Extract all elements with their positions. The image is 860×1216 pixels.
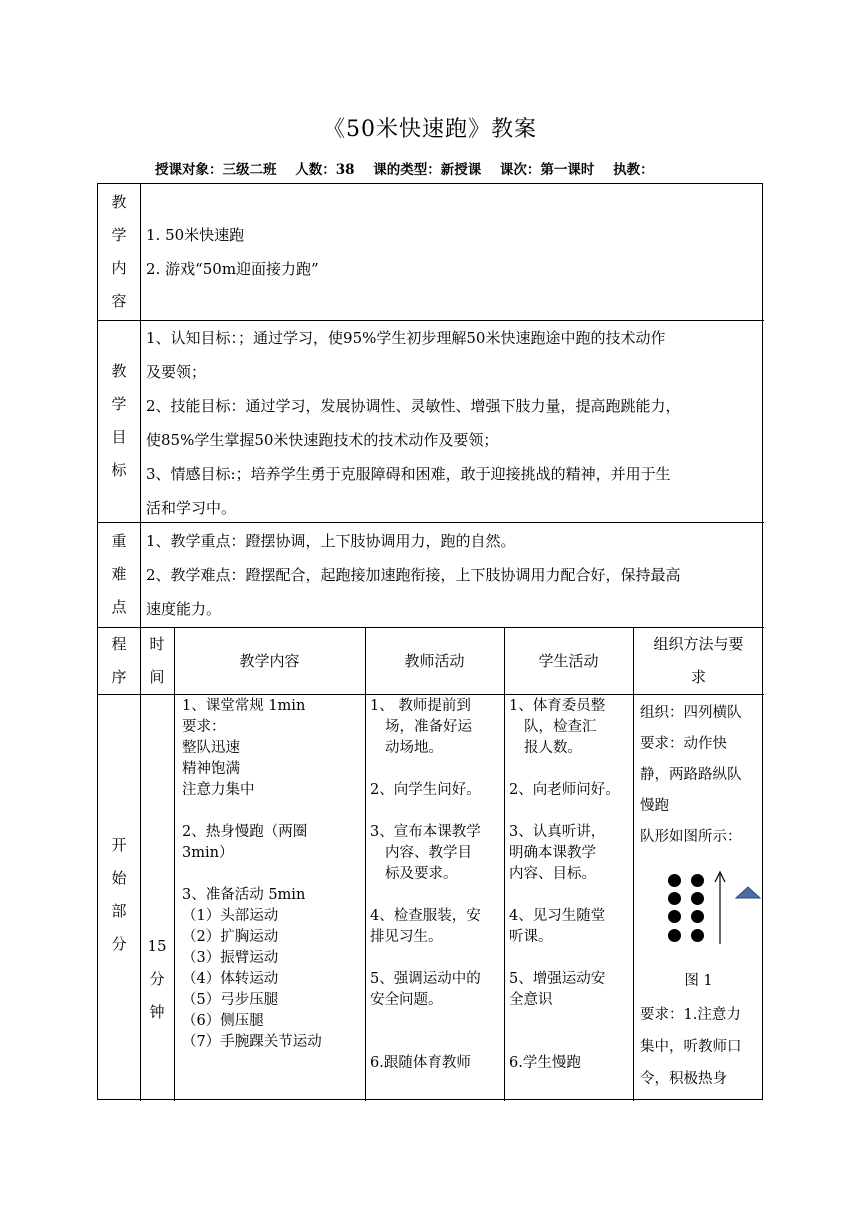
lesson-number: 课次：第一课时	[499, 162, 595, 178]
organization-requirements: 要求：1.注意力 集中，听教师口 令，积极热身	[640, 1007, 742, 1087]
content-items	[146, 218, 319, 286]
start-part-label: 开 始 部 分	[111, 836, 127, 953]
start-teacher-activities: 1、 教师提前到 场，准备好运 动场地。 2、向学生问好。 3、宣布本课教学 内容、教学目 标及要求。 4、检查服装，安 排见习生。 5、强调运动中的 安全问题。 6.跟随体育教师	[370, 698, 481, 1071]
content-section-label: 教 学 内 容	[111, 193, 127, 310]
lesson-info-line	[155, 158, 668, 178]
lesson-type: 课的类型：新授课	[373, 162, 482, 178]
page-title: 《50米快速跑》教案	[323, 117, 537, 142]
formation-dot	[691, 892, 704, 905]
header-content: 教学内容	[239, 652, 300, 670]
formation-dot	[691, 910, 704, 923]
lesson-plan-table	[97, 183, 763, 1100]
arrow-up-icon	[712, 868, 762, 948]
header-sequence: 程 序	[111, 635, 127, 686]
formation-dot	[691, 929, 704, 942]
formation-dot	[668, 892, 681, 905]
header-teacher: 教师活动	[404, 652, 465, 670]
formation-dot	[691, 874, 704, 887]
start-part-time: 15 分 钟	[147, 937, 167, 1021]
formation-dot	[668, 910, 681, 923]
start-content: 1、课堂常规 1min 要求： 整队迅速 精神饱满 注意力集中 2、热身慢跑（两圈 3min） 3、准备活动 5min （1）头部运动 （2）扩胸运动 （3）振臂运动 （4）体转运动 （5）弓步压腿 （6）侧压腿 （7）手腕踝关节运动	[182, 698, 322, 1050]
teacher-field: 执教：	[613, 162, 654, 178]
teacher-triangle-icon	[736, 887, 760, 898]
goals-section-label: 教 学 目 标	[111, 362, 127, 479]
goals-text: 1、认知目标：；通过学习，使95%学生初步理解50米快速跑途中跑的技术动作 及要领； 2、技能目标：通过学习，发展协调性、灵敏性、增强下肢力量，提高跑跳能力， 使85%学生掌握50米快速跑技术的技术动作及要领； 3、情感目标:；培养学生勇于克服障碍和困难，敢于迎接挑战的精神，并用于生 活和学习中。	[146, 329, 681, 517]
formation-dot	[668, 929, 681, 942]
start-organization: 组织：四列横队 要求：动作快 静，两路路纵队 慢跑 队形如图所示：	[640, 705, 742, 845]
figure-caption: 图 1	[684, 973, 713, 989]
header-time: 时 间	[149, 635, 165, 686]
header-organization: 组织方法与要 求	[653, 635, 744, 686]
formation-dot	[668, 874, 681, 887]
header-student: 学生活动	[538, 652, 599, 670]
class-target: 授课对象：三级二班	[155, 162, 277, 178]
student-count: 人数：38	[295, 162, 355, 178]
key-points-text: 1、教学重点：蹬摆协调，上下肢协调用力，跑的自然。 2、教学难点：蹬摆配合，起跑接加速跑衔接，上下肢协调用力配合好，保持最高 速度能力。	[146, 532, 681, 618]
start-student-activities: 1、体育委员整 队，检查汇 报人数。 2、向老师问好。 3、认真听讲， 明确本课教学 内容、目标。 4、见习生随堂 听课。 5、增强运动安 全意识 6.学生慢跑	[509, 698, 620, 1071]
content-item: 2. 游戏“50m迎面接力跑”	[146, 260, 319, 278]
key-points-label: 重 难 点	[111, 532, 127, 616]
content-item: 1. 50米快速跑	[146, 226, 245, 244]
